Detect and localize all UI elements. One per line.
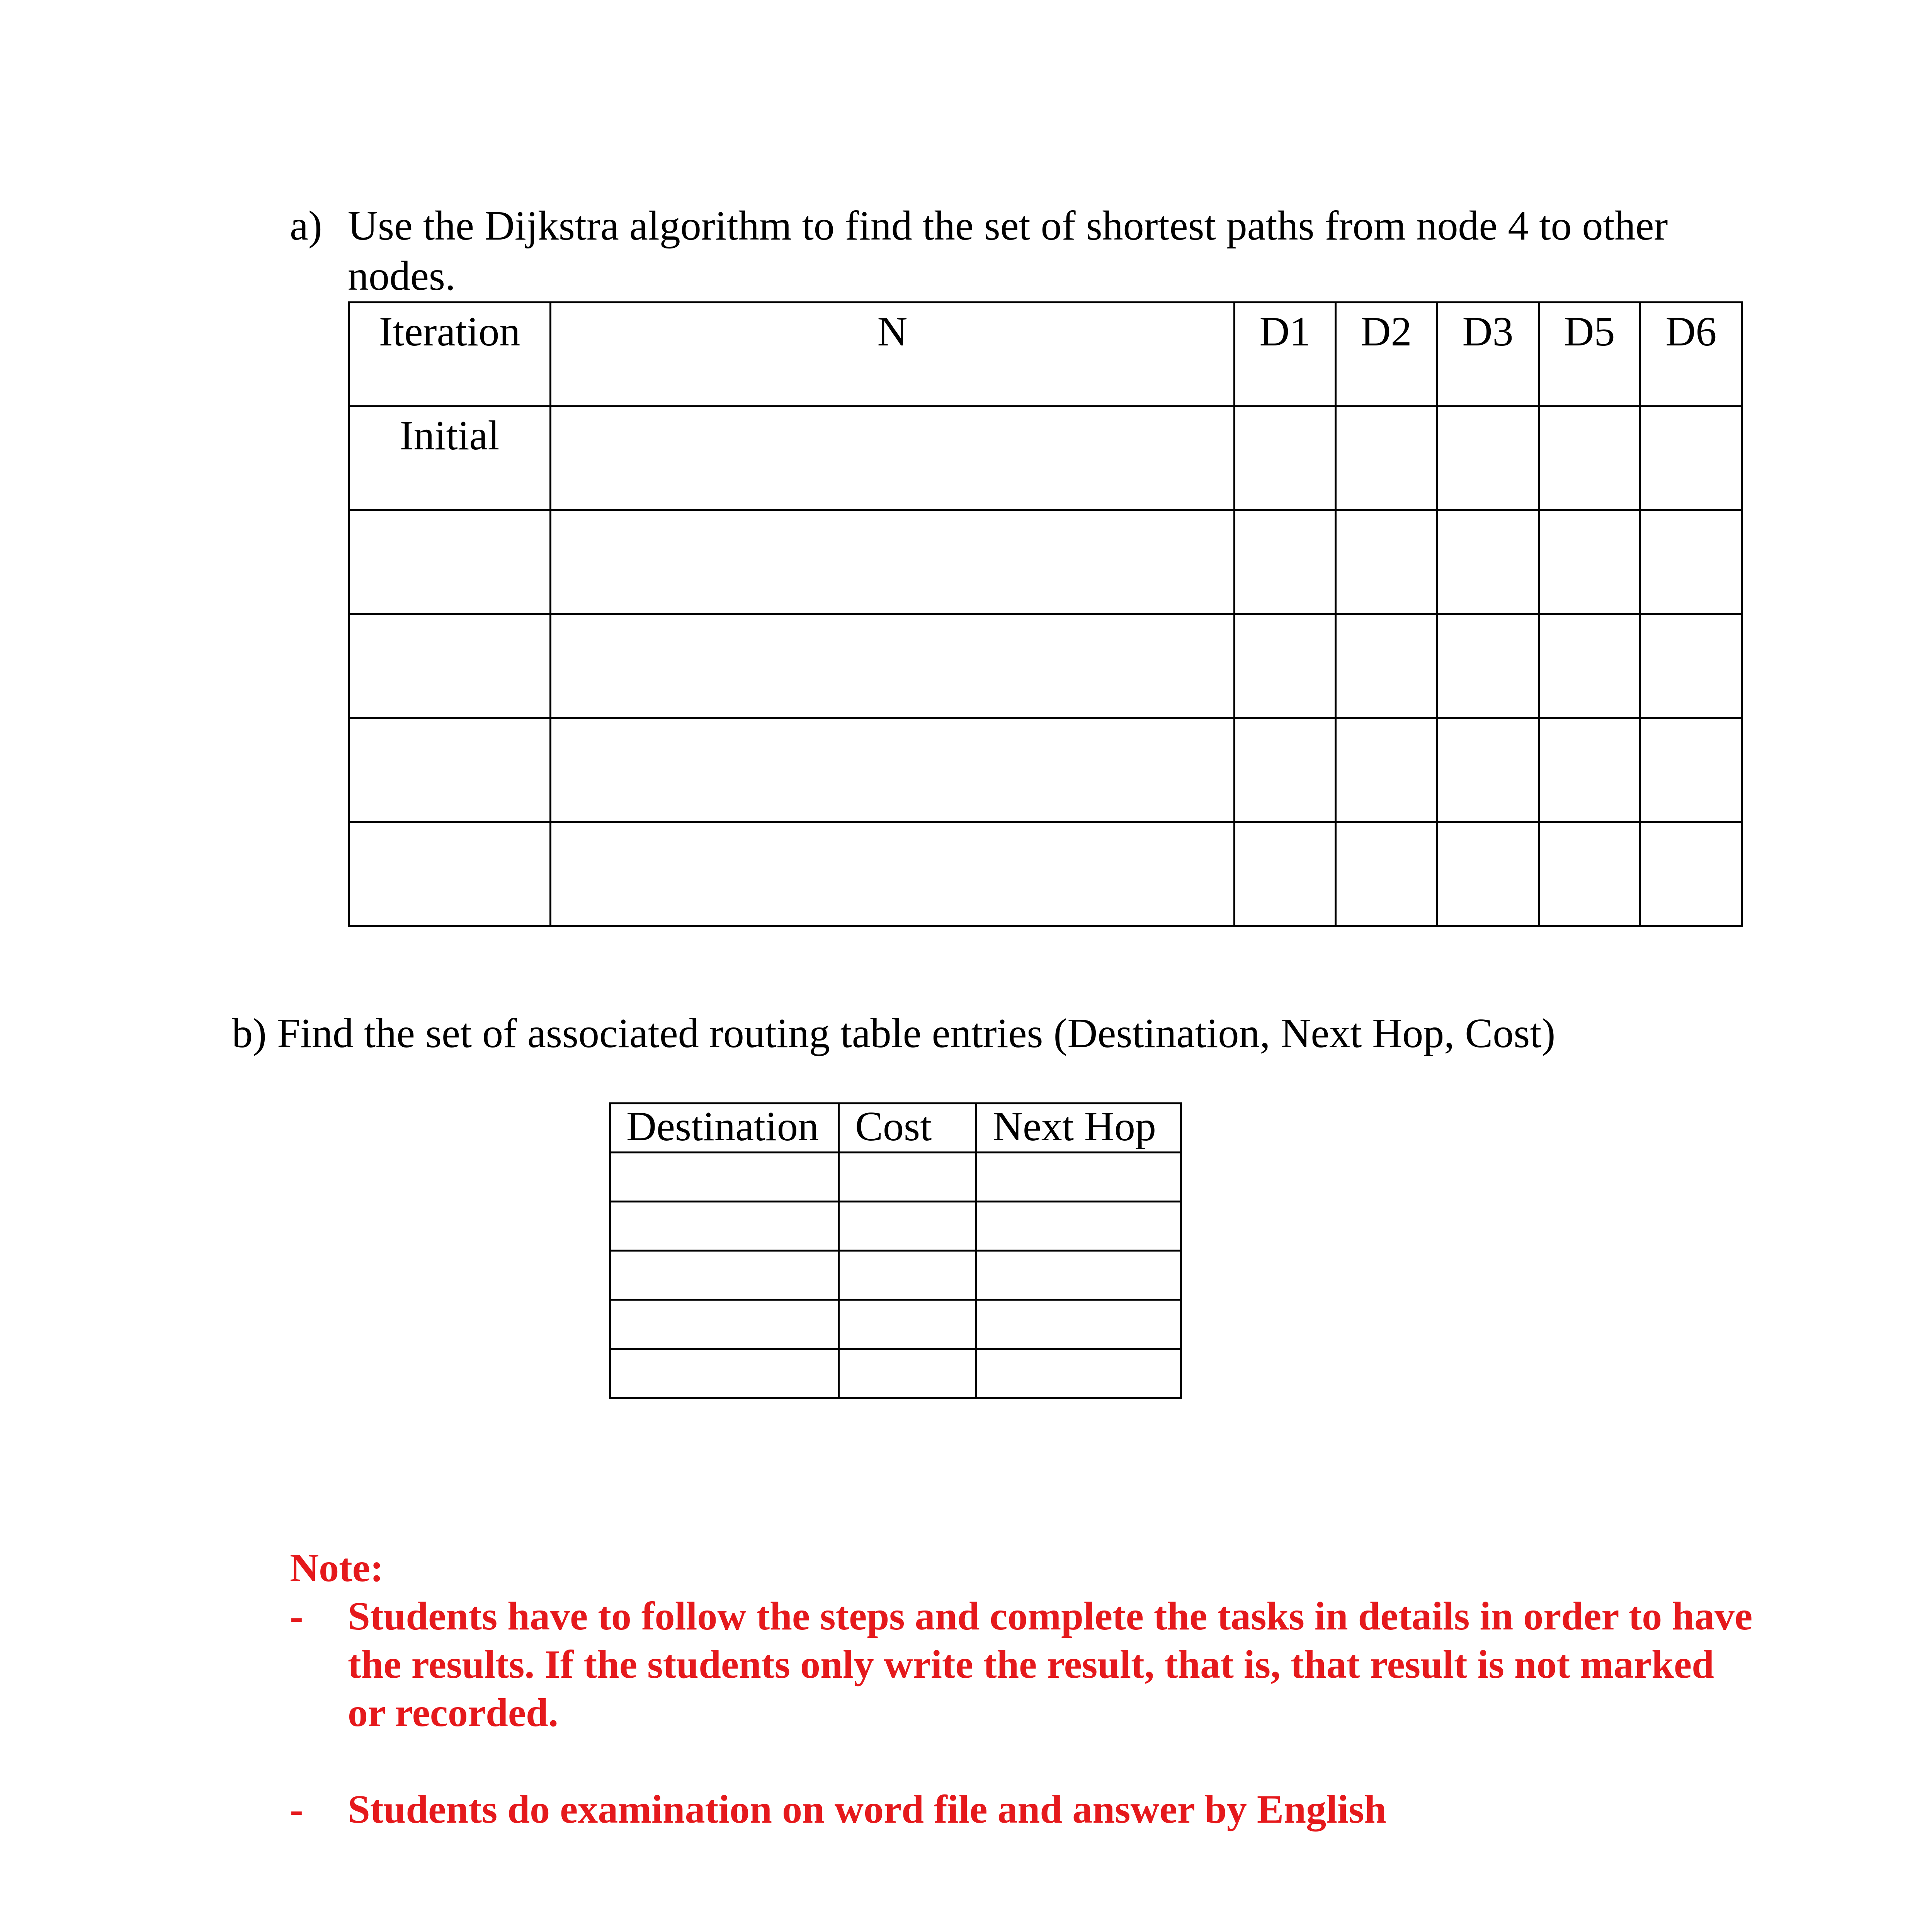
table-cell[interactable] <box>349 510 551 614</box>
table-cell[interactable] <box>1640 614 1742 718</box>
table-cell[interactable] <box>349 718 551 822</box>
table-cell[interactable] <box>1539 510 1640 614</box>
table-cell[interactable] <box>976 1153 1181 1202</box>
table-cell[interactable] <box>1640 406 1742 510</box>
table-cell[interactable] <box>1539 614 1640 718</box>
note-item-language: Students do examination on word file and answer by English <box>348 1787 1387 1832</box>
table-cell[interactable] <box>839 1251 976 1300</box>
table-cell[interactable] <box>976 1202 1181 1251</box>
table-cell[interactable] <box>610 1202 839 1251</box>
table-cell[interactable] <box>1640 822 1742 926</box>
table-cell[interactable] <box>610 1349 839 1398</box>
table-cell[interactable]: Initial <box>349 406 551 510</box>
table-cell[interactable] <box>1336 510 1437 614</box>
note-item-steps: Students have to follow the steps and complete the tasks in details in order to have the results. If the students only write the result, that is, that result is not marked or recorded. <box>348 1594 1753 1735</box>
table-cell[interactable] <box>349 614 551 718</box>
table-row <box>349 406 1742 510</box>
table-cell[interactable] <box>1336 718 1437 822</box>
dijkstra-table <box>348 301 1743 927</box>
table-cell[interactable] <box>349 822 551 926</box>
header-destination: Destination <box>610 1104 839 1153</box>
table-cell[interactable] <box>976 1349 1181 1398</box>
table-cell[interactable] <box>839 1349 976 1398</box>
table-cell[interactable] <box>1336 822 1437 926</box>
table-cell[interactable] <box>610 1153 839 1202</box>
note-bullet: - <box>290 1787 303 1832</box>
table-cell[interactable] <box>1336 406 1437 510</box>
table-cell[interactable] <box>1640 718 1742 822</box>
question-b-text: b) Find the set of associated routing table entries (Destination, Next Hop, Cost) <box>232 1010 1556 1056</box>
table-cell[interactable] <box>1437 510 1539 614</box>
dijkstra-header-row <box>349 303 1742 406</box>
header-d6: D6 <box>1640 303 1742 406</box>
table-cell[interactable] <box>1539 406 1640 510</box>
table-cell[interactable] <box>610 1300 839 1349</box>
table-row <box>349 718 1742 822</box>
table-cell[interactable] <box>1539 718 1640 822</box>
table-cell[interactable] <box>551 510 1235 614</box>
table-cell[interactable] <box>1437 406 1539 510</box>
table-cell[interactable] <box>976 1251 1181 1300</box>
table-cell[interactable] <box>1235 614 1336 718</box>
table-row <box>610 1251 1181 1300</box>
table-row <box>349 614 1742 718</box>
table-cell[interactable] <box>1235 822 1336 926</box>
routing-table <box>609 1102 1182 1399</box>
table-cell[interactable] <box>551 718 1235 822</box>
table-cell[interactable] <box>1539 822 1640 926</box>
table-cell[interactable] <box>551 406 1235 510</box>
table-cell[interactable] <box>1235 406 1336 510</box>
table-cell[interactable] <box>839 1300 976 1349</box>
table-cell[interactable] <box>1437 614 1539 718</box>
header-cost: Cost <box>839 1104 976 1153</box>
table-cell[interactable] <box>1640 510 1742 614</box>
header-d2: D2 <box>1336 303 1437 406</box>
question-a-text: Use the Dijkstra algorithm to find the set of shortest paths from node 4 to other nodes. <box>348 203 1668 299</box>
table-cell[interactable] <box>839 1153 976 1202</box>
header-d1: D1 <box>1235 303 1336 406</box>
table-cell[interactable] <box>839 1202 976 1251</box>
header-next-hop: Next Hop <box>976 1104 1181 1153</box>
question-a-marker: a) <box>290 203 322 249</box>
table-row <box>610 1349 1181 1398</box>
table-row <box>349 822 1742 926</box>
table-cell[interactable] <box>551 822 1235 926</box>
header-d3: D3 <box>1437 303 1539 406</box>
header-d5: D5 <box>1539 303 1640 406</box>
table-cell[interactable] <box>1437 718 1539 822</box>
note-bullet: - <box>290 1594 303 1638</box>
table-cell[interactable] <box>1437 822 1539 926</box>
table-cell[interactable] <box>610 1251 839 1300</box>
header-iteration: Iteration <box>349 303 551 406</box>
table-row <box>610 1202 1181 1251</box>
table-row <box>349 510 1742 614</box>
table-cell[interactable] <box>976 1300 1181 1349</box>
header-n: N <box>551 303 1235 406</box>
routing-header-row <box>610 1104 1181 1153</box>
table-cell[interactable] <box>551 614 1235 718</box>
table-cell[interactable] <box>1235 510 1336 614</box>
table-row <box>610 1153 1181 1202</box>
note-title: Note: <box>290 1546 384 1590</box>
table-cell[interactable] <box>1235 718 1336 822</box>
table-cell[interactable] <box>1336 614 1437 718</box>
table-row <box>610 1300 1181 1349</box>
